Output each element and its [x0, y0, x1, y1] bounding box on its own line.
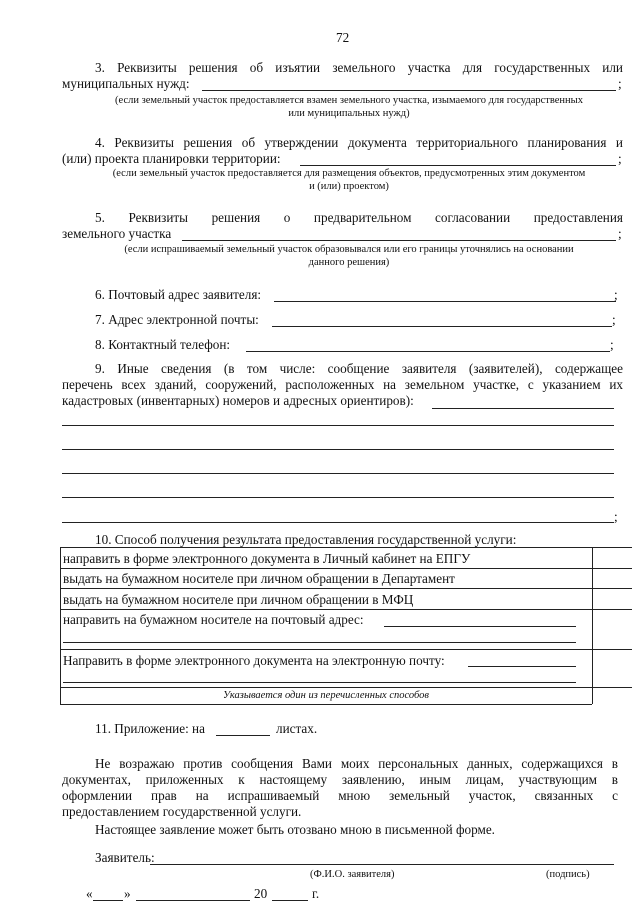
email-option-line-2[interactable]	[63, 682, 576, 683]
date-close-quote: »	[124, 886, 131, 901]
table-rule	[60, 687, 632, 688]
applicant-label: Заявитель:	[95, 850, 155, 865]
section11-suffix: листах.	[276, 721, 318, 736]
option-postal[interactable]: направить на бумажном носителе на почтовый адрес:	[63, 612, 364, 627]
section8-label: 8. Контактный телефон:	[95, 337, 231, 352]
applicant-signature-line[interactable]	[150, 864, 614, 865]
table-rule	[60, 547, 632, 548]
table-rule	[592, 547, 593, 704]
email-input-line[interactable]	[272, 326, 612, 327]
section6-label: 6. Почтовый адрес заявителя:	[95, 287, 262, 302]
date-year-line[interactable]	[272, 900, 308, 901]
table-rule	[60, 588, 632, 589]
revoke-statement: Настоящее заявление может быть отозвано мною в письменной форме.	[95, 822, 495, 837]
section5-end: ;	[618, 226, 622, 241]
section9-end: ;	[614, 509, 618, 524]
other-info-line-4[interactable]	[62, 497, 614, 498]
fio-caption: (Ф.И.О. заявителя)	[310, 869, 395, 880]
section4-end: ;	[618, 151, 622, 166]
table-footer-note: Указывается один из перечисленных способов	[223, 690, 429, 701]
other-info-line-3[interactable]	[62, 473, 614, 474]
section5-note-2: данного решения)	[308, 257, 390, 268]
postal-option-line-2[interactable]	[63, 642, 576, 643]
section6-end: ;	[614, 287, 618, 302]
date-open-quote: «	[86, 886, 93, 901]
date-day-line[interactable]	[93, 900, 123, 901]
section10-title: 10. Способ получения результата предоставления государственной услуги:	[95, 532, 517, 547]
sign-caption: (подпись)	[546, 869, 590, 880]
page-number: 72	[336, 30, 350, 45]
postal-option-line-1[interactable]	[384, 626, 576, 627]
section9-line3: кадастровых (инвентарных) номеров и адресных ориентиров):	[62, 393, 414, 408]
consent-line1: Не возражаю против сообщения Вами моих персональных данных, содержащихся в	[95, 756, 618, 771]
section9-line2: перечень всех зданий, сооружений, расположенных на земельном участке, с указанием их	[62, 377, 623, 392]
section4-note-1: (если земельный участок предоставляется для размещения объектов, предусмотренных этим документом	[112, 168, 586, 179]
consent-line3: оформлении прав на испрашиваемый мною земельный участок, связанных с	[62, 788, 618, 803]
consent-line2: документах, приложенных к настоящему заявлению, иным лицам, участвующим в	[62, 772, 618, 787]
section7-end: ;	[612, 312, 616, 327]
table-rule	[60, 547, 61, 704]
section4-input-line[interactable]	[300, 165, 616, 166]
date-month-line[interactable]	[136, 900, 250, 901]
table-rule	[60, 568, 632, 569]
table-rule	[60, 649, 632, 650]
delivery-method-table	[60, 547, 632, 707]
section3-note-2: или муниципальных нужд)	[288, 108, 410, 119]
option-mfc[interactable]: выдать на бумажном носителе при личном обращении в МФЦ	[63, 592, 414, 607]
section4-label: (или) проекта планировки территории:	[62, 151, 281, 166]
section3-input-line[interactable]	[202, 90, 616, 91]
section11-label: 11. Приложение: на	[95, 721, 205, 736]
section8-end: ;	[610, 337, 614, 352]
section3-line1: 3. Реквизиты решения об изъятии земельного участка для государственных или	[95, 60, 623, 75]
section3-end: ;	[618, 76, 622, 91]
consent-line4: предоставлением государственной услуги.	[62, 804, 302, 819]
option-epgu[interactable]: направить в форме электронного документа в Личный кабинет на ЕПГУ	[63, 551, 471, 566]
phone-input-line[interactable]	[246, 351, 610, 352]
section4-note-2: и (или) проектом)	[309, 181, 389, 192]
section4-line1: 4. Реквизиты решения об утверждении документа территориального планирования и	[95, 135, 623, 150]
section5-line1: 5. Реквизиты решения о предварительном согласовании предоставления	[95, 210, 623, 225]
option-email[interactable]: Направить в форме электронного документа на электронную почту:	[63, 653, 445, 668]
section5-note-1: (если испрашиваемый земельный участок образовывался или его границы уточнялись на основании	[124, 244, 574, 255]
section5-label: земельного участка	[62, 226, 172, 241]
section5-input-line[interactable]	[182, 240, 616, 241]
year-suffix: г.	[312, 886, 320, 901]
other-info-line-0[interactable]	[432, 408, 614, 409]
table-rule	[60, 609, 632, 610]
table-rule	[60, 704, 592, 705]
section7-label: 7. Адрес электронной почты:	[95, 312, 259, 327]
section3-label: муниципальных нужд:	[62, 76, 190, 91]
other-info-line-2[interactable]	[62, 449, 614, 450]
attachments-count-line[interactable]	[216, 735, 270, 736]
year-prefix: 20	[254, 886, 268, 901]
option-department[interactable]: выдать на бумажном носителе при личном обращении в Департамент	[63, 571, 455, 586]
section9-line1: 9. Иные сведения (в том числе: сообщение заявителя (заявителей), содержащее	[95, 361, 623, 376]
email-option-line-1[interactable]	[468, 666, 576, 667]
other-info-line-1[interactable]	[62, 425, 614, 426]
other-info-line-5[interactable]	[62, 522, 614, 523]
postal-address-input-line[interactable]	[274, 301, 616, 302]
section3-note-1: (если земельный участок предоставляется взамен земельного участка, изымаемого для государственных	[115, 95, 583, 106]
